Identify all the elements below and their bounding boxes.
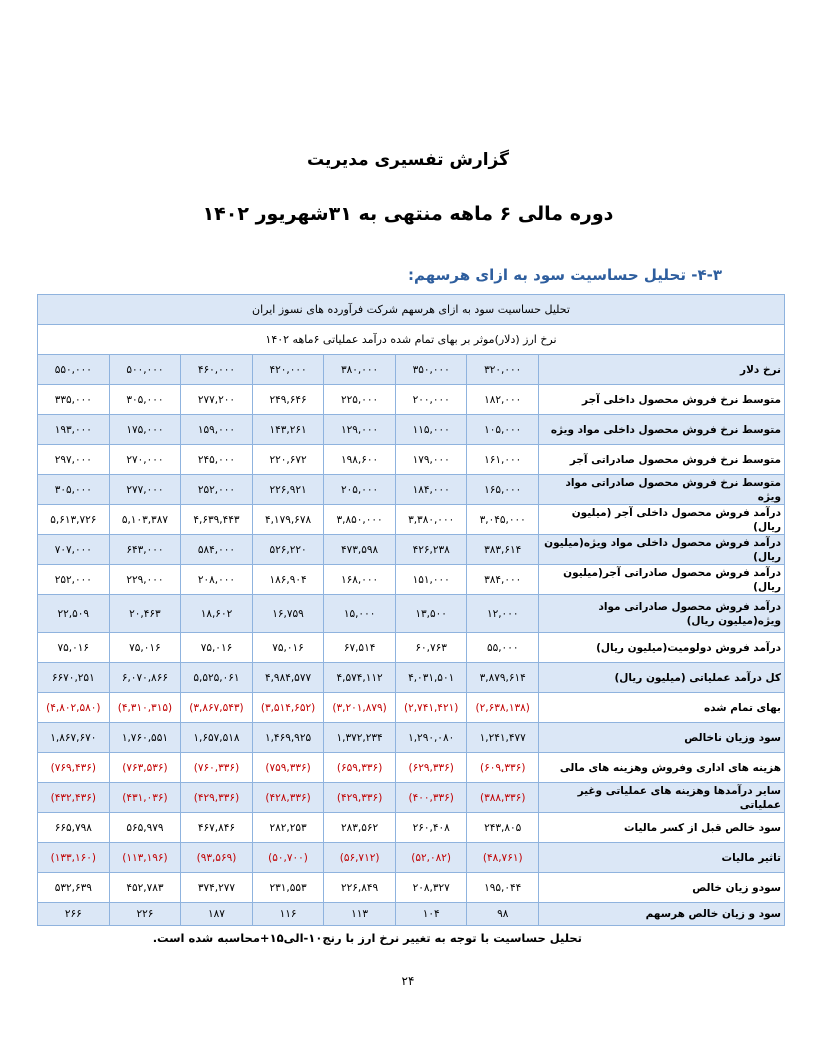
cell-value: ۲۲,۵۰۹ bbox=[38, 595, 110, 633]
table-subcaption: نرخ ارز (دلار)موثر بر بهای تمام شده درآمد عملیاتی ۶ماهه ۱۴۰۲ bbox=[38, 325, 785, 355]
row-label: سایر درآمدها وهزینه های عملیاتی وغیر عملیاتی bbox=[539, 783, 785, 813]
cell-value: (۳۸۸,۳۳۶) bbox=[467, 783, 539, 813]
cell-value: ۲۵۲,۰۰۰ bbox=[181, 475, 253, 505]
row-label: سود وزیان ناخالص bbox=[539, 723, 785, 753]
cell-value: (۴۳۲,۴۳۶) bbox=[38, 783, 110, 813]
cell-value: ۴,۰۳۱,۵۰۱ bbox=[395, 663, 467, 693]
cell-value: (۴۰۰,۳۳۶) bbox=[395, 783, 467, 813]
row-label: نرخ دلار bbox=[539, 355, 785, 385]
cell-value: ۶,۰۷۰,۸۶۶ bbox=[109, 663, 181, 693]
table-row bbox=[38, 723, 785, 753]
cell-value: (۴۳۱,۰۳۶) bbox=[109, 783, 181, 813]
cell-value: (۳,۲۰۱,۸۷۹) bbox=[324, 693, 396, 723]
cell-value: ۳۰۵,۰۰۰ bbox=[109, 385, 181, 415]
cell-value: ۱۲,۰۰۰ bbox=[467, 595, 539, 633]
cell-value: ۲۰۸,۳۲۷ bbox=[395, 873, 467, 903]
cell-value: ۳۲۰,۰۰۰ bbox=[467, 355, 539, 385]
cell-value: (۵۰,۷۰۰) bbox=[252, 843, 324, 873]
cell-value: ۱۶,۷۵۹ bbox=[252, 595, 324, 633]
cell-value: ۵۸۴,۰۰۰ bbox=[181, 535, 253, 565]
cell-value: ۳۸۴,۰۰۰ bbox=[467, 565, 539, 595]
table-row bbox=[38, 873, 785, 903]
cell-value: ۲۴۵,۰۰۰ bbox=[181, 445, 253, 475]
table-row bbox=[38, 753, 785, 783]
row-label: سود و زیان خالص هرسهم bbox=[539, 903, 785, 926]
table-subcaption-row bbox=[38, 325, 785, 355]
cell-value: ۲۲۶ bbox=[109, 903, 181, 926]
cell-value: ۵,۶۱۳,۷۲۶ bbox=[38, 505, 110, 535]
cell-value: ۳,۸۷۹,۶۱۴ bbox=[467, 663, 539, 693]
table-row bbox=[38, 385, 785, 415]
cell-value: ۳,۳۸۰,۰۰۰ bbox=[395, 505, 467, 535]
cell-value: ۴,۶۳۹,۴۴۳ bbox=[181, 505, 253, 535]
cell-value: ۵۲۶,۲۲۰ bbox=[252, 535, 324, 565]
row-label: متوسط نرخ فروش محصول داخلی آجر bbox=[539, 385, 785, 415]
cell-value: ۵,۱۰۳,۳۸۷ bbox=[109, 505, 181, 535]
cell-value: ۴,۹۸۴,۵۷۷ bbox=[252, 663, 324, 693]
cell-value: ۴,۱۷۹,۶۷۸ bbox=[252, 505, 324, 535]
row-label: هزینه های اداری وفروش وهزینه های مالی bbox=[539, 753, 785, 783]
cell-value: ۷۵,۰۱۶ bbox=[38, 633, 110, 663]
cell-value: ۴,۵۷۴,۱۱۲ bbox=[324, 663, 396, 693]
cell-value: ۲۴۳,۸۰۵ bbox=[467, 813, 539, 843]
cell-value: ۲۲۵,۰۰۰ bbox=[324, 385, 396, 415]
cell-value: ۳,۰۴۵,۰۰۰ bbox=[467, 505, 539, 535]
table-row bbox=[38, 565, 785, 595]
cell-value: ۷۵,۰۱۶ bbox=[252, 633, 324, 663]
cell-value: ۲۲۶,۹۲۱ bbox=[252, 475, 324, 505]
cell-value: (۴,۸۰۲,۵۸۰) bbox=[38, 693, 110, 723]
cell-value: ۲۶۶ bbox=[38, 903, 110, 926]
cell-value: ۴۶۰,۰۰۰ bbox=[181, 355, 253, 385]
cell-value: ۶۶۷۰,۲۵۱ bbox=[38, 663, 110, 693]
cell-value: ۴۲۰,۰۰۰ bbox=[252, 355, 324, 385]
cell-value: ۱۴۳,۲۶۱ bbox=[252, 415, 324, 445]
cell-value: (۴,۳۱۰,۳۱۵) bbox=[109, 693, 181, 723]
cell-value: (۷۶۰,۳۳۶) bbox=[181, 753, 253, 783]
cell-value: (۴۲۹,۳۳۶) bbox=[324, 783, 396, 813]
cell-value: (۶۲۹,۳۳۶) bbox=[395, 753, 467, 783]
cell-value: ۳۸۳,۶۱۴ bbox=[467, 535, 539, 565]
cell-value: ۲۲۰,۶۷۲ bbox=[252, 445, 324, 475]
cell-value: (۴۲۸,۳۳۶) bbox=[252, 783, 324, 813]
report-title: گزارش تفسیری مدیریت bbox=[306, 150, 510, 170]
table-caption: تحلیل حساسیت سود به ازای هرسهم شرکت فرآورده های نسوز ایران bbox=[38, 295, 785, 325]
cell-value: (۱۱۳,۱۹۶) bbox=[109, 843, 181, 873]
cell-value: ۱۱۳ bbox=[324, 903, 396, 926]
cell-value: ۱,۶۵۷,۵۱۸ bbox=[181, 723, 253, 753]
cell-value: (۶۰۹,۳۳۶) bbox=[467, 753, 539, 783]
table-row bbox=[38, 415, 785, 445]
row-label: متوسط نرخ فروش محصول صادراتی مواد ویژه bbox=[539, 475, 785, 505]
cell-value: ۱,۳۷۲,۲۳۴ bbox=[324, 723, 396, 753]
cell-value: ۷۵,۰۱۶ bbox=[181, 633, 253, 663]
table-row bbox=[38, 663, 785, 693]
cell-value: ۵۰۰,۰۰۰ bbox=[109, 355, 181, 385]
cell-value: ۱۳,۵۰۰ bbox=[395, 595, 467, 633]
sensitivity-table bbox=[37, 294, 785, 926]
cell-value: (۴۲۹,۳۳۶) bbox=[181, 783, 253, 813]
cell-value: (۷۶۹,۴۳۶) bbox=[38, 753, 110, 783]
cell-value: ۲۴۹,۶۴۶ bbox=[252, 385, 324, 415]
cell-value: ۲۳۱,۵۵۳ bbox=[252, 873, 324, 903]
cell-value: ۱۸۶,۹۰۴ bbox=[252, 565, 324, 595]
cell-value: (۵۲,۰۸۲) bbox=[395, 843, 467, 873]
cell-value: (۲,۶۳۸,۱۳۸) bbox=[467, 693, 539, 723]
cell-value: ۶۴۳,۰۰۰ bbox=[109, 535, 181, 565]
cell-value: ۲۷۰,۰۰۰ bbox=[109, 445, 181, 475]
cell-value: ۱۱۶ bbox=[252, 903, 324, 926]
cell-value: ۱۰۴ bbox=[395, 903, 467, 926]
cell-value: ۲۰۸,۰۰۰ bbox=[181, 565, 253, 595]
cell-value: (۶۵۹,۳۳۶) bbox=[324, 753, 396, 783]
cell-value: ۲۰,۴۶۳ bbox=[109, 595, 181, 633]
cell-value: ۴۵۲,۷۸۳ bbox=[109, 873, 181, 903]
row-label: بهای تمام شده bbox=[539, 693, 785, 723]
table-row bbox=[38, 783, 785, 813]
cell-value: ۱۸۴,۰۰۰ bbox=[395, 475, 467, 505]
cell-value: ۲۲۶,۸۴۹ bbox=[324, 873, 396, 903]
cell-value: ۶۶۵,۷۹۸ bbox=[38, 813, 110, 843]
table-row bbox=[38, 595, 785, 633]
page-number: ۲۴ bbox=[401, 974, 415, 988]
row-label: متوسط نرخ فروش محصول داخلی مواد ویژه bbox=[539, 415, 785, 445]
cell-value: ۴۶۷,۸۴۶ bbox=[181, 813, 253, 843]
cell-value: ۲۲۹,۰۰۰ bbox=[109, 565, 181, 595]
table-row bbox=[38, 355, 785, 385]
cell-value: ۳۵۰,۰۰۰ bbox=[395, 355, 467, 385]
cell-value: (۴۸,۷۶۱) bbox=[467, 843, 539, 873]
cell-value: ۱۰۵,۰۰۰ bbox=[467, 415, 539, 445]
cell-value: ۱۷۹,۰۰۰ bbox=[395, 445, 467, 475]
row-label: درآمد فروش دولومیت(میلیون ریال) bbox=[539, 633, 785, 663]
cell-value: ۱۵۱,۰۰۰ bbox=[395, 565, 467, 595]
cell-value: (۳,۵۱۴,۶۵۲) bbox=[252, 693, 324, 723]
table-row bbox=[38, 535, 785, 565]
table-row bbox=[38, 633, 785, 663]
cell-value: ۱,۲۹۰,۰۸۰ bbox=[395, 723, 467, 753]
cell-value: ۱۸۷ bbox=[181, 903, 253, 926]
cell-value: ۲۰۰,۰۰۰ bbox=[395, 385, 467, 415]
cell-value: ۲۹۷,۰۰۰ bbox=[38, 445, 110, 475]
cell-value: ۱۸۲,۰۰۰ bbox=[467, 385, 539, 415]
cell-value: ۲۰۵,۰۰۰ bbox=[324, 475, 396, 505]
cell-value: ۱,۸۶۷,۶۷۰ bbox=[38, 723, 110, 753]
row-label: کل درآمد عملیاتی (میلیون ریال) bbox=[539, 663, 785, 693]
cell-value: ۱۶۸,۰۰۰ bbox=[324, 565, 396, 595]
cell-value: ۷۰۷,۰۰۰ bbox=[38, 535, 110, 565]
cell-value: ۱۹۸,۶۰۰ bbox=[324, 445, 396, 475]
cell-value: ۱۶۵,۰۰۰ bbox=[467, 475, 539, 505]
cell-value: ۱۹۳,۰۰۰ bbox=[38, 415, 110, 445]
cell-value: ۲۷۷,۰۰۰ bbox=[109, 475, 181, 505]
cell-value: (۲,۷۴۱,۴۲۱) bbox=[395, 693, 467, 723]
cell-value: ۵,۵۲۵,۰۶۱ bbox=[181, 663, 253, 693]
row-label: درآمد فروش محصول صادراتی آجر(میلیون ریال) bbox=[539, 565, 785, 595]
row-label: درآمد فروش محصول داخلی آجر (میلیون ریال) bbox=[539, 505, 785, 535]
cell-value: ۵۶۵,۹۷۹ bbox=[109, 813, 181, 843]
table-row bbox=[38, 505, 785, 535]
table-row bbox=[38, 445, 785, 475]
row-label: تاثیر مالیات bbox=[539, 843, 785, 873]
table-row bbox=[38, 693, 785, 723]
cell-value: ۵۵۰,۰۰۰ bbox=[38, 355, 110, 385]
cell-value: ۲۵۲,۰۰۰ bbox=[38, 565, 110, 595]
cell-value: ۶۷,۵۱۴ bbox=[324, 633, 396, 663]
cell-value: ۹۸ bbox=[467, 903, 539, 926]
cell-value: ۵۵,۰۰۰ bbox=[467, 633, 539, 663]
cell-value: ۳۷۴,۲۷۷ bbox=[181, 873, 253, 903]
cell-value: ۱۶۱,۰۰۰ bbox=[467, 445, 539, 475]
cell-value: ۳,۸۵۰,۰۰۰ bbox=[324, 505, 396, 535]
cell-value: ۱۵,۰۰۰ bbox=[324, 595, 396, 633]
cell-value: ۱۵۹,۰۰۰ bbox=[181, 415, 253, 445]
footnote: تحلیل حساسیت با توجه به تغییر نرخ ارز با رنج۱۰-الی۱۵+محاسبه شده است. bbox=[152, 931, 582, 945]
report-period: دوره مالی ۶ ماهه منتهی به ۳۱شهریور ۱۴۰۲ bbox=[202, 203, 614, 225]
cell-value: ۱,۲۴۱,۴۷۷ bbox=[467, 723, 539, 753]
cell-value: ۶۰,۷۶۳ bbox=[395, 633, 467, 663]
row-label: درآمد فروش محصول داخلی مواد ویژه(میلیون ریال) bbox=[539, 535, 785, 565]
cell-value: ۱,۴۶۹,۹۲۵ bbox=[252, 723, 324, 753]
cell-value: ۷۵,۰۱۶ bbox=[109, 633, 181, 663]
cell-value: ۱۹۵,۰۴۴ bbox=[467, 873, 539, 903]
cell-value: ۴۲۶,۲۳۸ bbox=[395, 535, 467, 565]
cell-value: ۲۸۲,۲۵۳ bbox=[252, 813, 324, 843]
table-caption-row bbox=[38, 295, 785, 325]
row-label: درآمد فروش محصول صادراتی مواد ویژه(میلیون ریال) bbox=[539, 595, 785, 633]
cell-value: ۲۷۷,۲۰۰ bbox=[181, 385, 253, 415]
row-label: سود خالص قبل از کسر مالیات bbox=[539, 813, 785, 843]
cell-value: ۲۶۰,۴۰۸ bbox=[395, 813, 467, 843]
row-label: سودو زیان خالص bbox=[539, 873, 785, 903]
cell-value: (۷۶۳,۵۳۶) bbox=[109, 753, 181, 783]
table-row bbox=[38, 843, 785, 873]
cell-value: ۳۳۵,۰۰۰ bbox=[38, 385, 110, 415]
section-heading: ۴-۳- تحلیل حساسیت سود به ازای هرسهم: bbox=[407, 266, 722, 284]
cell-value: (۹۳,۵۶۹) bbox=[181, 843, 253, 873]
cell-value: ۱,۷۶۰,۵۵۱ bbox=[109, 723, 181, 753]
cell-value: ۵۳۲,۶۳۹ bbox=[38, 873, 110, 903]
cell-value: ۱۷۵,۰۰۰ bbox=[109, 415, 181, 445]
cell-value: ۱۲۹,۰۰۰ bbox=[324, 415, 396, 445]
table-row bbox=[38, 813, 785, 843]
cell-value: ۳۸۰,۰۰۰ bbox=[324, 355, 396, 385]
cell-value: (۷۵۹,۳۳۶) bbox=[252, 753, 324, 783]
cell-value: ۲۸۳,۵۶۲ bbox=[324, 813, 396, 843]
cell-value: ۱۸,۶۰۲ bbox=[181, 595, 253, 633]
cell-value: ۳۰۵,۰۰۰ bbox=[38, 475, 110, 505]
cell-value: (۱۳۳,۱۶۰) bbox=[38, 843, 110, 873]
cell-value: (۵۶,۷۱۲) bbox=[324, 843, 396, 873]
table-row bbox=[38, 903, 785, 926]
cell-value: (۳,۸۶۷,۵۴۳) bbox=[181, 693, 253, 723]
cell-value: ۴۷۳,۵۹۸ bbox=[324, 535, 396, 565]
cell-value: ۱۱۵,۰۰۰ bbox=[395, 415, 467, 445]
table-row bbox=[38, 475, 785, 505]
row-label: متوسط نرخ فروش محصول صادراتی آجر bbox=[539, 445, 785, 475]
